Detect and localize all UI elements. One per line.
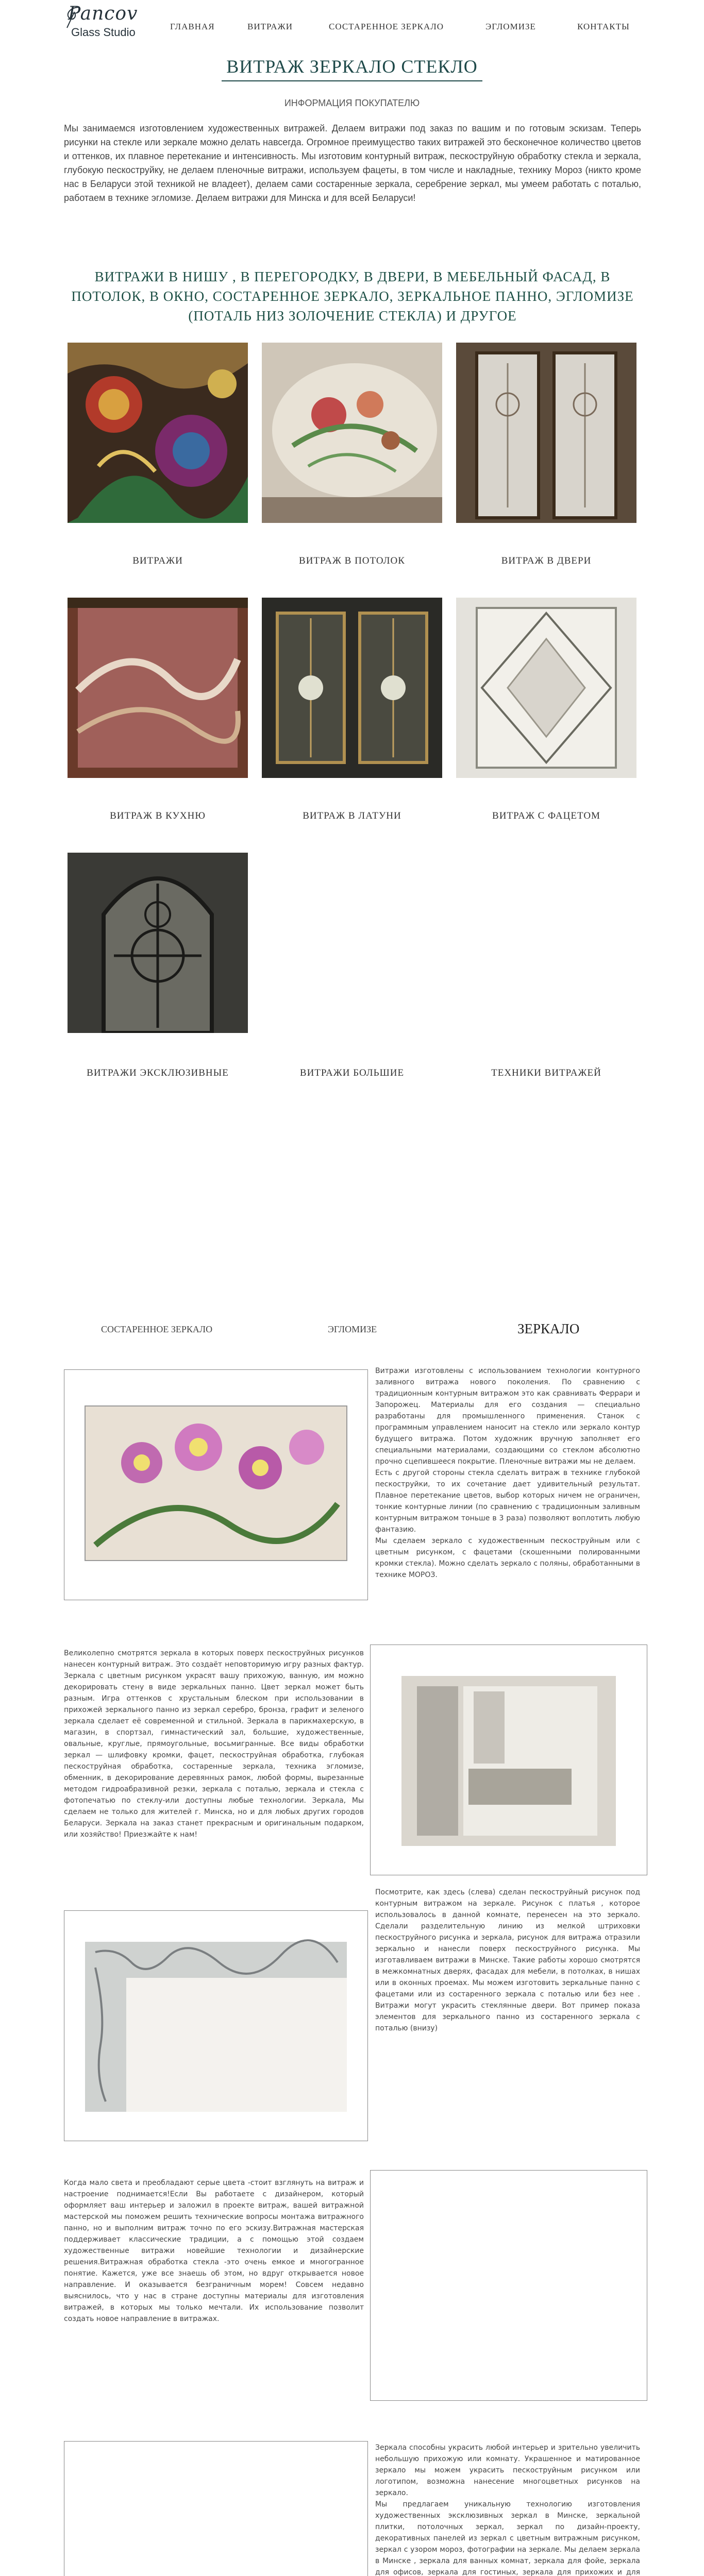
gallery-caption: ВИТРАЖ В ПОТОЛОК (299, 555, 405, 566)
gallery-image-brass[interactable] (262, 598, 442, 778)
site-header (0, 0, 704, 57)
title-underline (222, 80, 482, 81)
intro-text: Мы занимаемся изготовлением художественных витражей. Делаем витражи под заказ по вашим и по готовым эскизам. Теперь рисунки на стекле или зеркале можно делать навсегда. Огромное преимущество таких витражей это бесконечное количество цветов и оттенков, их плавное перетекание и интенсивность. Мы изготовим контурный витраж, пескоструйную обработку стекла и зеркала, глубокую пескоструйку, не делаем пленочные витражи, используем фацеты, в том числе и накладные, технику Мороз (никто кроме нас в Беларуси этой техникой не владеет), делаем сами состаренные зеркала, серебрение зеркал, мы умеем работать с поталью, работаем в технике эгломизе. Делаем витражи для Минска и для всей Беларуси! (64, 123, 641, 203)
gallery-caption: ВИТРАЖ В ДВЕРИ (501, 555, 592, 566)
sandblast-mirror-icon (64, 1911, 367, 2141)
tab-eglomise[interactable]: ЭГЛОМИЗЕ (328, 1324, 377, 1334)
logo-sub-text: Glass Studio (71, 26, 136, 39)
gallery-image-kitchen[interactable] (68, 598, 248, 778)
bathroom-mirror-icon (371, 1645, 647, 1875)
exclusive-stained-glass-icon (68, 853, 248, 1033)
nav-item-home[interactable]: ГЛАВНАЯ (170, 22, 215, 31)
gallery-caption: ВИТРАЖИ (132, 555, 183, 566)
category-tabs (0, 1321, 704, 1345)
gallery-caption: ВИТРАЖ В КУХНЮ (110, 810, 206, 821)
kitchen-stained-glass-icon (68, 598, 248, 778)
image-frame (64, 2441, 368, 2576)
page-subtitle: ИНФОРМАЦИЯ ПОКУПАТЕЛЮ (284, 98, 420, 108)
gallery-image-door[interactable] (456, 343, 636, 523)
image-frame (64, 1369, 368, 1600)
gallery-image-stained-glass[interactable] (68, 343, 248, 523)
section-heading: ВИТРАЖИ В НИШУ , В ПЕРЕГОРОДКУ, В ДВЕРИ, В МЕБЕЛЬНЫЙ ФАСАД, В ПОТОЛОК, В ОКНО, СОСТАРЕННОЕ ЗЕРКАЛО, ЗЕРКАЛЬНОЕ ПАННО, ЭГЛОМИЗЕ (ПОТАЛЬ НИЗ ЗОЛОЧЕНИЕ СТЕКЛА) И ДРУГОЕ (71, 269, 634, 324)
nav-item-eglomise[interactable]: ЭГЛОМИЗЕ (485, 22, 536, 31)
gallery-image-ceiling[interactable] (262, 343, 442, 523)
tab-aged-mirror[interactable]: СОСТАРЕННОЕ ЗЕРКАЛО (101, 1324, 213, 1334)
gallery-caption: ВИТРАЖИ ЭКСКЛЮЗИВНЫЕ (87, 1067, 229, 1078)
article-paragraph: Витражи изготовлены с использованием технологии контурного заливного витража нового поколения. По сравнению с традиционным контурным витражом это как сравнивать Феррари и Запорожец. Материалы для его создания — специально разработаны для промышленного применения. Станок с программным управлением наносит на стекло или зеркало контур будущего витража. Потом художник вручную заполняет его специальными материалами, создающими со стеклом абсолютно прочно сцепившееся покрытие. Пленочные витражи мы не делаем. Есть с другой стороны стекла сделать витраж в технике глубокой пескоструйки, то их сочетание дает удивительный результат. Плавное перетекание цветов, выбор которых ничем не ограничен, тонкие контурные линии (по сравнению с традиционным заливным контурным витражом тоньше в 3 раза) позволяют воплотить любую фантазию. Мы сделаем зеркало с художественным пескоструйным или с цветным рисунком, с фацетами (скошенными полированными кромки стекла). Можно сделать зеркало с поляны, обработанными в технике МОРОЗ. (375, 1367, 640, 1579)
article-paragraph: Великолепно смотрятся зеркала в которых поверх пескоструйных рисунков нанесен контурный витраж. Это создаёт неповторимую игру разных фактур. Зеркала с цветным рисунком украсят вашу прихожую, ванную, им можно декорировать стену в виде зеркальных панно. Цвет зеркал может быть разным. Игра оттенков с хрустальным блеском при использовании в прихожей зеркального панно из зеркал серебро, бронза, графит и зеленого зеркала сделает её современной и стильной. Зеркала в парикмахерскую, в магазин, в спортзал, гимнастический зал, большие, художественные, овальные, круглые, прямоугольные, восьмигранные. Все виды обработки зеркал — шлифовку кромки, фацет, пескоструйная обработка, глубокая пескоструйная обработка, состаренные зеркала, техника эгломизе, обменник, в декорирование деревянных рамок, любой формы, вырезанные методом гидроабразивной резки, зеркала с поталью, зеркала и стекла с фотопечатью по стеклу-или доступны любые технологии. Зеркала, Мы сделаем не только для жителей г. Минска, но и для любых других городов Беларуси. Зеркала на заказ станет прекрасным и оригинальным подарком, или хозяйство! Приезжайте к нам! (64, 1649, 364, 1839)
ceiling-stained-glass-icon (262, 343, 442, 523)
gallery-caption[interactable]: ВИТРАЖИ БОЛЬШИЕ (299, 1067, 405, 1078)
image-frame (370, 2170, 647, 2401)
floral-stained-glass-icon (68, 343, 248, 523)
page-title: ВИТРАЖ ЗЕРКАЛО СТЕКЛО (226, 56, 478, 77)
tab-mirror[interactable]: ЗЕРКАЛО (517, 1321, 580, 1336)
article-paragraph: Когда мало света и преобладают серые цвета -стоит взглянуть на витраж и настроение поднимается!Если Вы работаете с дизайнером, который оформляет ваш интерьер и заложил в проекте витраж, вашей витражной мастерской мы поможем решить технические вопросы монтажа витражного панно, но и выполним витраж точно по его эскизу.Витражная мастерская поддерживает классические традиции, а с помощью этой создаем художественные витражи новейшие технологии и дизайнерские решения.Витражная обработка стекла -это очень емкое и многогранное понятие. Кажется, уже все знаешь об этом, но вдруг открывается новое направление. И оказывается безграничным морем! Совсем недавно выяснилось, что у нас в стране доступны материалы для изготовления витражей, в которых мы только мечтали. Их использование позволит создать новое направление в витражах. (64, 2179, 364, 2323)
gallery-caption: ВИТРАЖ С ФАЦЕТОМ (492, 810, 600, 821)
image-frame (64, 1910, 368, 2141)
nav-item-aged-mirror[interactable]: СОСТАРЕННОЕ ЗЕРКАЛО (329, 22, 444, 31)
main-nav (170, 22, 634, 34)
gallery-caption[interactable]: ТЕХНИКИ ВИТРАЖЕЙ (491, 1067, 601, 1078)
site-logo[interactable] (64, 3, 146, 39)
article-paragraph: Зеркала способны украсить любой интерьер и зрительно увеличить небольшую прихожую или комнату. Украшенное и матированное зеркало мы можем украсить пескоструйным рисунком или логотипом, возможна нанесение многоцветных рисунков на зеркало. Мы предлагаем уникальную технологию изготовления художественных эксклюзивных зеркал в Минске, зеркальной плитки, потолочных зеркал, зеркал по дизайн-проекту, декоративных панелей из зеркал с цветным витражным рисунком, зеркал с узором мороз, фотографии на зеркале. Мы делаем зеркала в Минске , зеркала для ванных комнат, зеркала для фойе, зеркала для офисов, зеркала для гостиных, зеркала для прихожих и для (375, 2444, 640, 2576)
nav-item-contacts[interactable]: КОНТАКТЫ (577, 22, 630, 31)
brass-stained-glass-icon (262, 598, 442, 778)
image-frame (370, 1645, 647, 1875)
logo-main-text: Pancov (68, 3, 138, 24)
article-paragraph: Посмотрите, как здесь (слева) сделан пескоструйный рисунок под контурным витражом на зеркале. Рисунок с платья , которое использовалось в данной комнате, перенесен на это зеркало. Сделали разделительную линию из мелкой штриховки пескоструйного рисунка и зеркала, рисунок для витража отразили зеркально и нанесли поверх пескоструйного рисунка. Мы изготавливаем витражи в Минске. Такие работы хорошо смотрятся в межкомнатных дверях, фасадах для мебели, в потолках, в нишах или в оконных проемах. Мы можем изготовить зеркальные панно с фацетами или из состаренного зеркала с поталью или без нее . Витражи могут украсить стеклянные двери. Вот пример показа элементов для зеркального панно из состаренного зеркала с поталью (внизу) (375, 1888, 640, 2032)
nav-item-stained-glass[interactable]: ВИТРАЖИ (247, 22, 293, 31)
gallery-image-exclusive[interactable] (68, 853, 248, 1033)
door-stained-glass-icon (456, 343, 636, 523)
facet-stained-glass-icon (456, 598, 636, 778)
gallery-caption: ВИТРАЖ В ЛАТУНИ (303, 810, 401, 821)
gallery-image-facet[interactable] (456, 598, 636, 778)
orchid-mirror-icon (64, 1370, 367, 1600)
